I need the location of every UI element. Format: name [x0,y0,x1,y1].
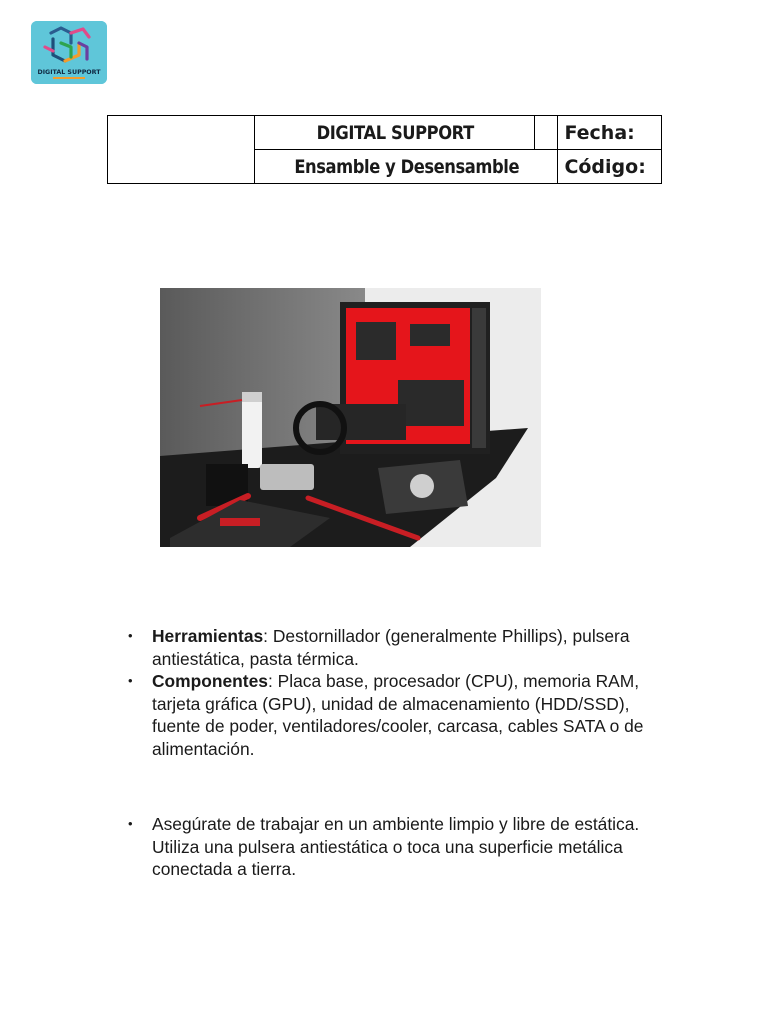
date-label: Fecha: [558,116,662,150]
list-item-components [128,670,648,760]
safety-list [128,813,648,881]
code-label: Código: [558,150,662,184]
document-header-table [107,115,662,184]
components-text: : Placa base, procesador (CPU), memoria RAM, tarjeta gráfica (GPU), unidad de almacenamiento (HDD/SSD), fuente de poder, ventiladores/cooler, carcasa, cables SATA o de alimentación. [152,671,644,759]
company-name: DIGITAL SUPPORT [274,116,515,150]
list-item-tools [128,625,648,670]
tools-term: Herramientas [152,626,264,646]
svg-text:DIGITAL SUPPORT: DIGITAL SUPPORT [37,69,101,76]
computer-parts-photo [160,288,541,547]
tools-text: : Destornillador (generalmente Phillips), pulsera antiestática, pasta térmica. [152,626,630,669]
company-logo [31,21,107,84]
components-term: Componentes [152,671,268,692]
header-narrow-cell [535,116,558,150]
document-title: Ensamble y Desensamble [276,150,537,184]
list-item-safety [128,813,648,881]
safety-text: Asegúrate de trabajar en un ambiente limpio y libre de estática. Utiliza una pulsera antiestática o toca una superficie metálica conectada a tierra. [152,814,640,880]
header-blank-cell [108,116,255,184]
tools-and-components-list [128,625,648,761]
